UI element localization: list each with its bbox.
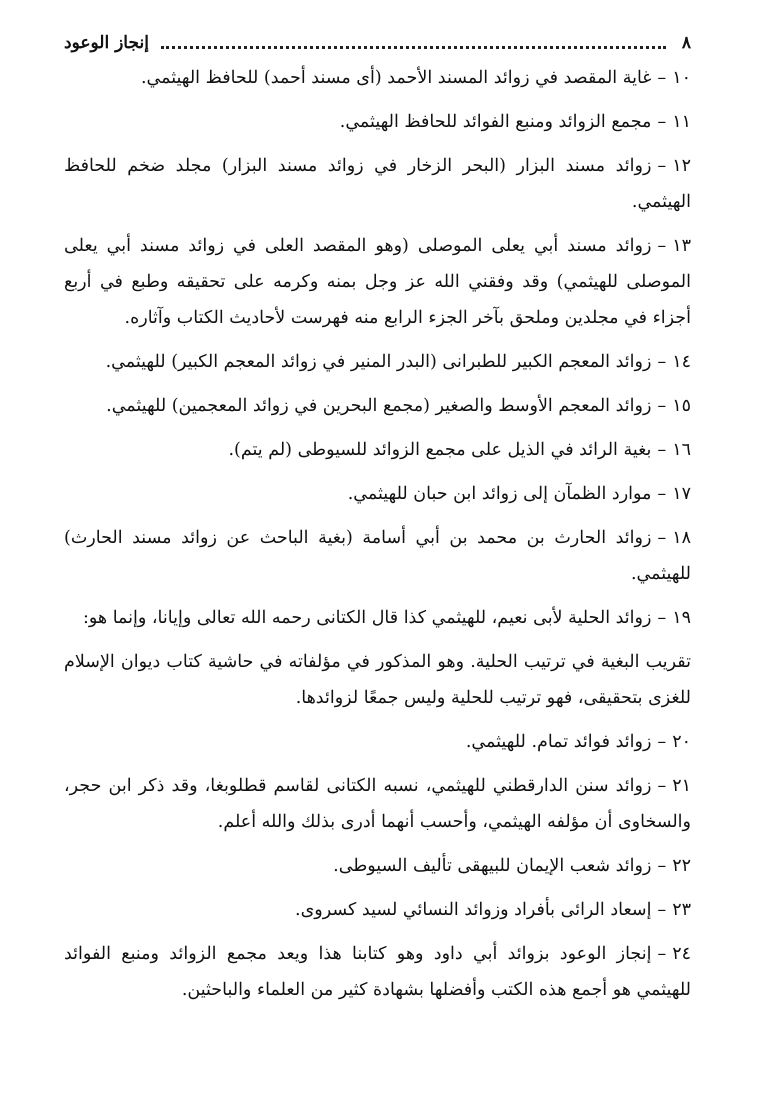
entry-number: ٢١ [672, 776, 691, 796]
entry-text: إنجاز الوعود بزوائد أبي داود وهو كتابنا هذا ويعد مجمع الزوائد ومنبع الفوائد للهيثمي هو أجمع هذه الكتب وأفضلها بشهادة كثير من العلماء والباحثين. [64, 944, 691, 1000]
entry-text: مجمع الزوائد ومنبع الفوائد للحافظ الهيثمي. [339, 112, 652, 132]
entry-text: زوائد الحلية لأبى نعيم، للهيثمي كذا قال الكتانى رحمه الله تعالى وإيانا، وإنما هو: [82, 608, 652, 628]
list-item: ١٥–زوائد المعجم الأوسط والصغير (مجمع البحرين في زوائد المعجمين) للهيثمي. [106, 396, 691, 416]
entry-number: ١٨ [672, 528, 691, 548]
list-item: ٢٠–زوائد فوائد تمام. للهيثمي. [465, 732, 691, 752]
entry-number: ١٢ [672, 156, 691, 176]
list-item: ٢٢–زوائد شعب الإيمان للبيهقى تأليف السيوطى. [333, 856, 691, 876]
entry-number: ١٥ [672, 396, 691, 416]
entry-text: زوائد سنن الدارقطني للهيثمي، نسبه الكتانى لقاسم قطلوبغا، وقد ذكر ابن حجر، والسخاوى أن مؤلفه الهيثمي، وأحسب أنهما أدرى بذلك والله أعلم. [64, 776, 691, 832]
header-dot-leader [161, 46, 666, 49]
entry-text: زوائد المعجم الأوسط والصغير (مجمع البحرين في زوائد المعجمين) للهيثمي. [106, 396, 652, 416]
list-item: ١٨–زوائد الحارث بن محمد بن أبي أسامة (بغية الباحث عن زوائد مسند الحارث) للهيثمي. [64, 528, 691, 584]
entry-number: ١٣ [672, 236, 691, 256]
entry-number: ٢٠ [672, 732, 691, 752]
entry-number: ١١ [672, 112, 691, 132]
running-title: إنجاز الوعود [64, 33, 149, 53]
entry-number: ١٦ [672, 440, 691, 460]
entry-number: ٢٢ [672, 856, 691, 876]
list-item: ١٤–زوائد المعجم الكبير للطبرانى (البدر المنير في زوائد المعجم الكبير) للهيثمي. [105, 352, 691, 372]
list-item: ١٦–بغية الرائد في الذيل على مجمع الزوائد للسيوطى (لم يتم). [228, 440, 691, 460]
list-item: ٢١–زوائد سنن الدارقطني للهيثمي، نسبه الكتانى لقاسم قطلوبغا، وقد ذكر ابن حجر، والسخاوى أن مؤلفه الهيثمي، وأحسب أنهما أدرى بذلك والله أعلم. [64, 776, 691, 832]
list-item: ٢٤–إنجاز الوعود بزوائد أبي داود وهو كتابنا هذا ويعد مجمع الزوائد ومنبع الفوائد للهيثمي هو أجمع هذه الكتب وأفضلها بشهادة كثير من العلماء والباحثين. [64, 944, 691, 1000]
entry-text: موارد الظمآن إلى زوائد ابن حبان للهيثمي. [347, 484, 652, 504]
list-item: ١٩–زوائد الحلية لأبى نعيم، للهيثمي كذا قال الكتانى رحمه الله تعالى وإيانا، وإنما هو: [82, 608, 691, 628]
list-item: ١٧–موارد الظمآن إلى زوائد ابن حبان للهيثمي. [347, 484, 691, 504]
entry-text: زوائد فوائد تمام. للهيثمي. [465, 732, 652, 752]
list-item: ٢٣–إسعاد الرائى بأفراد وزوائد النسائي لسيد كسروى. [295, 900, 691, 920]
list-item: ١٣–زوائد مسند أبي يعلى الموصلى (وهو المقصد العلى في زوائد مسند أبي يعلى الموصلى للهيثمي) وقد وفقني الله عز وجل بمنه وكرمه على تحقيقه وطبع في أربع أجزاء في مجلدين وملحق بآخر الجزء الرابع منه فهرست لأحاديث الكتاب وآثاره. [64, 236, 691, 328]
entry-number: ١٤ [672, 352, 691, 372]
entry-text: غاية المقصد في زوائد المسند الأحمد (أى مسند أحمد) للحافظ الهيثمي. [140, 68, 652, 88]
list-item: ١١–مجمع الزوائد ومنبع الفوائد للحافظ الهيثمي. [339, 112, 691, 132]
entry-text: زوائد المعجم الكبير للطبرانى (البدر المنير في زوائد المعجم الكبير) للهيثمي. [105, 352, 652, 372]
entry-text: زوائد مسند أبي يعلى الموصلى (وهو المقصد العلى في زوائد مسند أبي يعلى الموصلى للهيثمي) وقد وفقني الله عز وجل بمنه وكرمه على تحقيقه وطبع في أربع أجزاء في مجلدين وملحق بآخر الجزء الرابع منه فهرست لأحاديث الكتاب وآثاره. [64, 236, 691, 328]
entry-number: ٢٣ [672, 900, 691, 920]
entry-number: ١٩ [672, 608, 691, 628]
list-item: ١٢–زوائد مسند البزار (البحر الزخار في زوائد مسند البزار) مجلد ضخم للحافظ الهيثمي. [64, 156, 691, 212]
entry-text: زوائد الحارث بن محمد بن أبي أسامة (بغية الباحث عن زوائد مسند الحارث) للهيثمي. [64, 528, 691, 584]
list-item: ١٠–غاية المقصد في زوائد المسند الأحمد (أى مسند أحمد) للحافظ الهيثمي. [140, 68, 691, 88]
entry-number: ١٠ [672, 68, 691, 88]
entry-number: ١٧ [672, 484, 691, 504]
page-body [64, 60, 691, 1016]
note-paragraph: تقريب البغية في ترتيب الحلية. وهو المذكور في مؤلفاته في حاشية كتاب ديوان الإسلام للغزى بتحقيقى، فهو ترتيب للحلية وليس جمعًا لزوائدها. [64, 652, 691, 708]
entry-text: زوائد شعب الإيمان للبيهقى تأليف السيوطى. [333, 856, 652, 876]
entry-text: بغية الرائد في الذيل على مجمع الزوائد للسيوطى (لم يتم). [228, 440, 652, 460]
entry-text: إسعاد الرائى بأفراد وزوائد النسائي لسيد كسروى. [295, 900, 652, 920]
entry-number: ٢٤ [672, 944, 691, 964]
entry-text: زوائد مسند البزار (البحر الزخار في زوائد مسند البزار) مجلد ضخم للحافظ الهيثمي. [64, 156, 691, 212]
page-header [64, 30, 691, 56]
page-number: ٨ [681, 33, 691, 53]
